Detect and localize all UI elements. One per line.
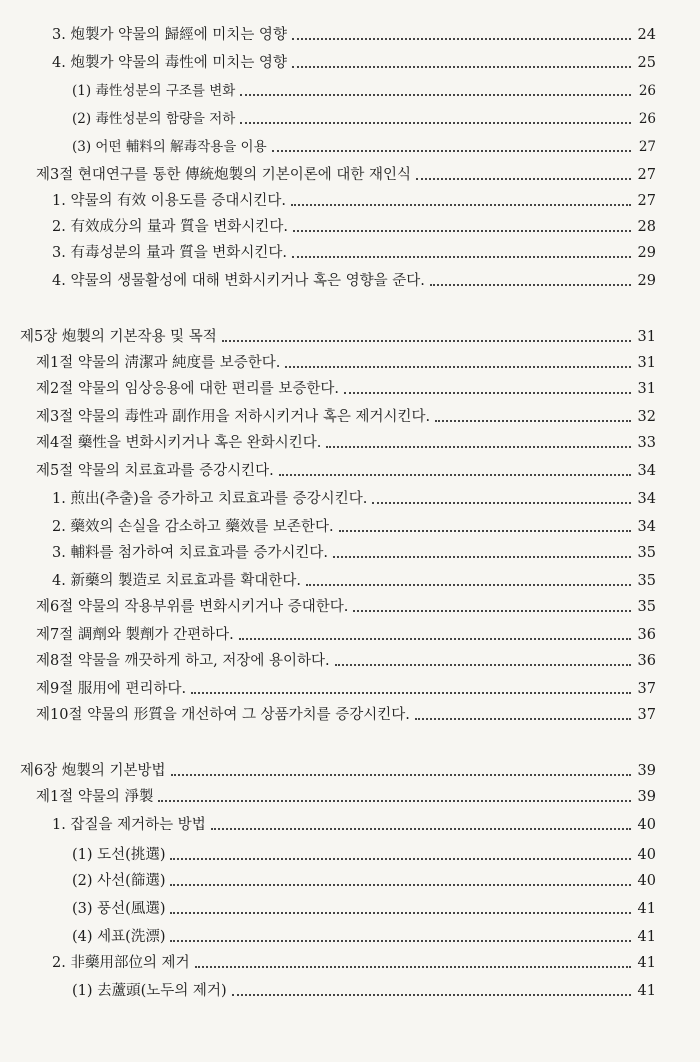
toc-entry-title: 1. 잡질을 제거하는 방법 — [52, 817, 206, 833]
toc-entry — [0, 974, 656, 1000]
toc-entry-page: 39 — [637, 789, 656, 805]
dot-leader — [339, 530, 631, 532]
dot-leader — [158, 800, 631, 802]
toc-entry — [0, 426, 656, 452]
toc-entry — [0, 184, 656, 210]
dot-leader — [435, 420, 631, 422]
toc-entry — [0, 536, 656, 562]
toc-entry — [0, 754, 656, 780]
toc-entry-page: 34 — [637, 463, 656, 479]
dot-leader — [292, 66, 631, 68]
dot-leader — [211, 828, 631, 830]
toc-entry-title: 제2절 약물의 임상응용에 대한 편리를 보증한다. — [36, 381, 340, 397]
toc-entry-title: (3) 풍선(風選) — [72, 901, 166, 917]
dot-leader — [240, 122, 631, 124]
toc-entry-page: 24 — [637, 27, 656, 43]
toc-entry — [0, 892, 656, 918]
toc-entry-title: 제5장 炮製의 기본작용 및 목적 — [20, 329, 217, 345]
dot-leader — [170, 858, 631, 860]
toc-entry-page: 26 — [638, 83, 656, 99]
toc-entry-page: 31 — [637, 329, 656, 345]
toc-entry — [0, 454, 656, 480]
toc-entry-page: 32 — [637, 409, 656, 425]
toc-entry-title: 제1절 약물의 淨製 — [36, 789, 154, 805]
toc-entry-page: 31 — [637, 381, 656, 397]
toc-entry — [0, 920, 656, 946]
toc-entry — [0, 482, 656, 508]
dot-leader — [293, 230, 631, 232]
toc-entry-page: 28 — [637, 219, 656, 235]
toc-entry-page: 27 — [637, 193, 656, 209]
toc-entry-page: 33 — [637, 435, 656, 451]
toc-entry-title: (1) 去蘆頭(노두의 제거) — [72, 983, 227, 999]
toc-entry-title: 제6절 약물의 작용부위를 변화시키거나 증대한다. — [36, 599, 349, 615]
toc-entry-page: 35 — [637, 545, 656, 561]
toc-entry — [0, 320, 656, 346]
dot-leader — [240, 94, 631, 96]
toc-entry — [0, 698, 656, 724]
dot-leader — [279, 474, 631, 476]
toc-entry-page: 27 — [637, 167, 656, 183]
toc-entry-page: 29 — [637, 245, 656, 261]
dot-leader — [326, 446, 631, 448]
dot-leader — [232, 994, 631, 996]
toc-entry-title: 제9절 服用에 편리하다. — [36, 681, 187, 697]
toc-entry-title: 제5절 약물의 치료효과를 증강시킨다. — [36, 463, 274, 479]
toc-entry-page: 40 — [637, 873, 656, 889]
toc-entry-page: 39 — [637, 763, 656, 779]
dot-leader — [170, 940, 631, 942]
toc-entry-title: 2. 有效成分의 量과 質을 변화시킨다. — [52, 219, 288, 235]
dot-leader — [335, 664, 631, 666]
dot-leader — [344, 392, 631, 394]
toc-entry-title: 3. 炮製가 약물의 歸經에 미치는 영향 — [52, 27, 287, 43]
dot-leader — [306, 584, 631, 586]
toc-entry-title: 1. 약물의 有效 이용도를 증대시킨다. — [52, 193, 286, 209]
toc-entry — [0, 210, 656, 236]
toc-entry-page: 37 — [637, 707, 656, 723]
toc-entry — [0, 946, 656, 972]
toc-entry — [0, 564, 656, 590]
toc-entry — [0, 590, 656, 616]
toc-entry — [0, 510, 656, 536]
dot-leader — [415, 718, 631, 720]
toc-entry — [0, 372, 656, 398]
toc-entry — [0, 264, 656, 290]
toc-entry-title: (1) 毒性성분의 구조를 변화 — [72, 83, 236, 99]
dot-leader — [170, 912, 631, 914]
toc-entry-page: 41 — [637, 929, 656, 945]
toc-entry-title: 4. 약물의 생물활성에 대해 변화시키거나 혹은 영향을 준다. — [52, 273, 425, 289]
dot-leader — [292, 38, 631, 40]
toc-entry-page: 26 — [638, 111, 656, 127]
toc-entry-title: 2. 非藥用部位의 제거 — [52, 955, 190, 971]
toc-entry — [0, 808, 656, 834]
toc-entry — [0, 672, 656, 698]
toc-entry — [0, 236, 656, 262]
dot-leader — [372, 502, 631, 504]
toc-entry-title: (4) 세표(洗漂) — [72, 929, 166, 945]
toc-entry-page: 35 — [637, 573, 656, 589]
toc-entry — [0, 618, 656, 644]
dot-leader — [191, 692, 631, 694]
dot-leader — [353, 610, 631, 612]
toc-entry-page: 40 — [637, 847, 656, 863]
toc-entry — [0, 780, 656, 806]
toc-entry-page: 36 — [637, 627, 656, 643]
toc-entry — [0, 400, 656, 426]
toc-entry — [0, 838, 656, 864]
dot-leader — [430, 284, 631, 286]
toc-entry-title: 제1절 약물의 淸潔과 純度를 보증한다. — [36, 355, 281, 371]
toc-entry-title: 3. 輔料를 첨가하여 치료효과를 증가시킨다. — [52, 545, 328, 561]
toc-entry-title: 제6장 炮製의 기본방법 — [20, 763, 166, 779]
toc-entry-title: 제7절 調劑와 製劑가 간편하다. — [36, 627, 234, 643]
toc-entry-page: 34 — [637, 519, 656, 535]
toc-entry-title: 제10절 약물의 形質을 개선하여 그 상품가치를 증강시킨다. — [36, 707, 410, 723]
toc-entry-page: 41 — [637, 901, 656, 917]
dot-leader — [285, 366, 631, 368]
toc-entry-page: 36 — [637, 653, 656, 669]
toc-entry-title: 4. 炮製가 약물의 毒性에 미치는 영향 — [52, 55, 287, 71]
dot-leader — [239, 638, 631, 640]
toc-entry — [0, 46, 656, 72]
toc-entry-title: (2) 사선(篩選) — [72, 873, 166, 889]
dot-leader — [171, 774, 632, 776]
toc-entry-page: 25 — [637, 55, 656, 71]
toc-entry — [0, 18, 656, 44]
dot-leader — [170, 884, 631, 886]
dot-leader — [222, 340, 631, 342]
toc-entry-page: 27 — [638, 139, 656, 155]
toc-entry-title: 4. 新藥의 製造로 치료효과를 확대한다. — [52, 573, 301, 589]
toc-entry — [0, 644, 656, 670]
toc-entry-title: 1. 煎出(추출)을 증가하고 치료효과를 증강시킨다. — [52, 491, 368, 507]
toc-entry — [0, 102, 656, 128]
toc-entry-page: 34 — [637, 491, 656, 507]
toc-entry-title: 2. 藥效의 손실을 감소하고 藥效를 보존한다. — [52, 519, 334, 535]
toc-entry-page: 37 — [637, 681, 656, 697]
toc-entry — [0, 346, 656, 372]
dot-leader — [272, 150, 631, 152]
toc-entry — [0, 864, 656, 890]
toc-entry-title: (1) 도선(挑選) — [72, 847, 166, 863]
toc-entry-title: 제3절 약물의 毒性과 副作用을 저하시키거나 혹은 제거시킨다. — [36, 409, 431, 425]
toc-entry-page: 41 — [637, 955, 656, 971]
toc-entry-page: 31 — [637, 355, 656, 371]
dot-leader — [291, 204, 631, 206]
toc-entry-title: (2) 毒性성분의 함량을 저하 — [72, 111, 236, 127]
toc-entry-title: (3) 어떤 輔料의 解毒작용을 이용 — [72, 139, 267, 155]
toc-entry — [0, 130, 656, 156]
dot-leader — [416, 178, 631, 180]
dot-leader — [292, 256, 631, 258]
toc-entry-page: 41 — [637, 983, 656, 999]
toc-entry-page: 29 — [637, 273, 656, 289]
dot-leader — [333, 556, 631, 558]
toc-entry — [0, 158, 656, 184]
dot-leader — [195, 966, 631, 968]
toc-entry-page: 40 — [637, 817, 656, 833]
toc-entry-title: 제3절 현대연구를 통한 傳統炮製의 기본이론에 대한 재인식 — [36, 167, 412, 183]
toc-entry-title: 제8절 약물을 깨끗하게 하고, 저장에 용이하다. — [36, 653, 330, 669]
toc-entry-page: 35 — [637, 599, 656, 615]
toc-entry — [0, 74, 656, 100]
toc-entry-title: 3. 有毒성분의 量과 質을 변화시킨다. — [52, 245, 287, 261]
toc-entry-title: 제4절 藥性을 변화시키거나 혹은 완화시킨다. — [36, 435, 322, 451]
